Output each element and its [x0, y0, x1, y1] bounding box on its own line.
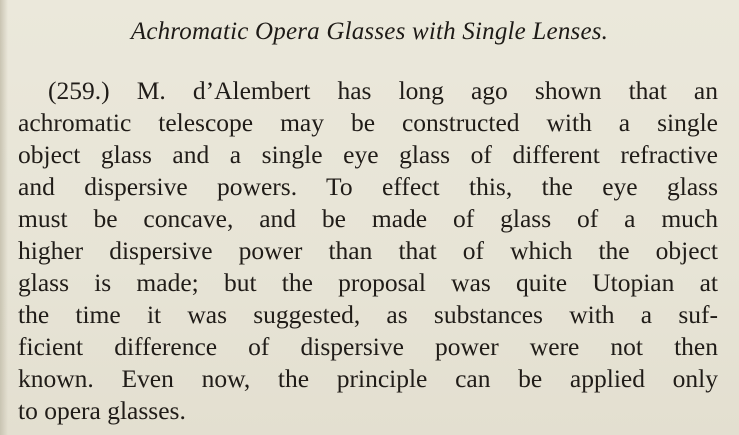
paragraph-line: and dispersive powers. To effect this, the eye glass [18, 172, 718, 201]
paragraph-line: must be concave, and be made of glass of a much [18, 204, 718, 233]
paragraph-line: known. Even now, the principle can be applied only [18, 364, 718, 393]
paragraph-line: to opera glasses. [18, 396, 186, 425]
paragraph-line: higher dispersive power than that of which the object [18, 236, 718, 265]
paragraph-line: (259.) M. d’Alembert has long ago shown that an [48, 76, 718, 105]
section-heading: Achromatic Opera Glasses with Single Lenses. [130, 18, 609, 45]
paragraph-line: object glass and a single eye glass of different refractive [18, 140, 718, 169]
paragraph-line: glass is made; but the proposal was quite Utopian at [18, 268, 718, 297]
paragraph-line: the time it was suggested, as substances with a suf- [18, 300, 718, 329]
paragraph-line: ficient difference of dispersive power were not then [18, 332, 718, 361]
paragraph-line: achromatic telescope may be constructed with a single [18, 108, 718, 137]
paragraph [18, 75, 718, 427]
page-edge-shadow [0, 0, 8, 435]
